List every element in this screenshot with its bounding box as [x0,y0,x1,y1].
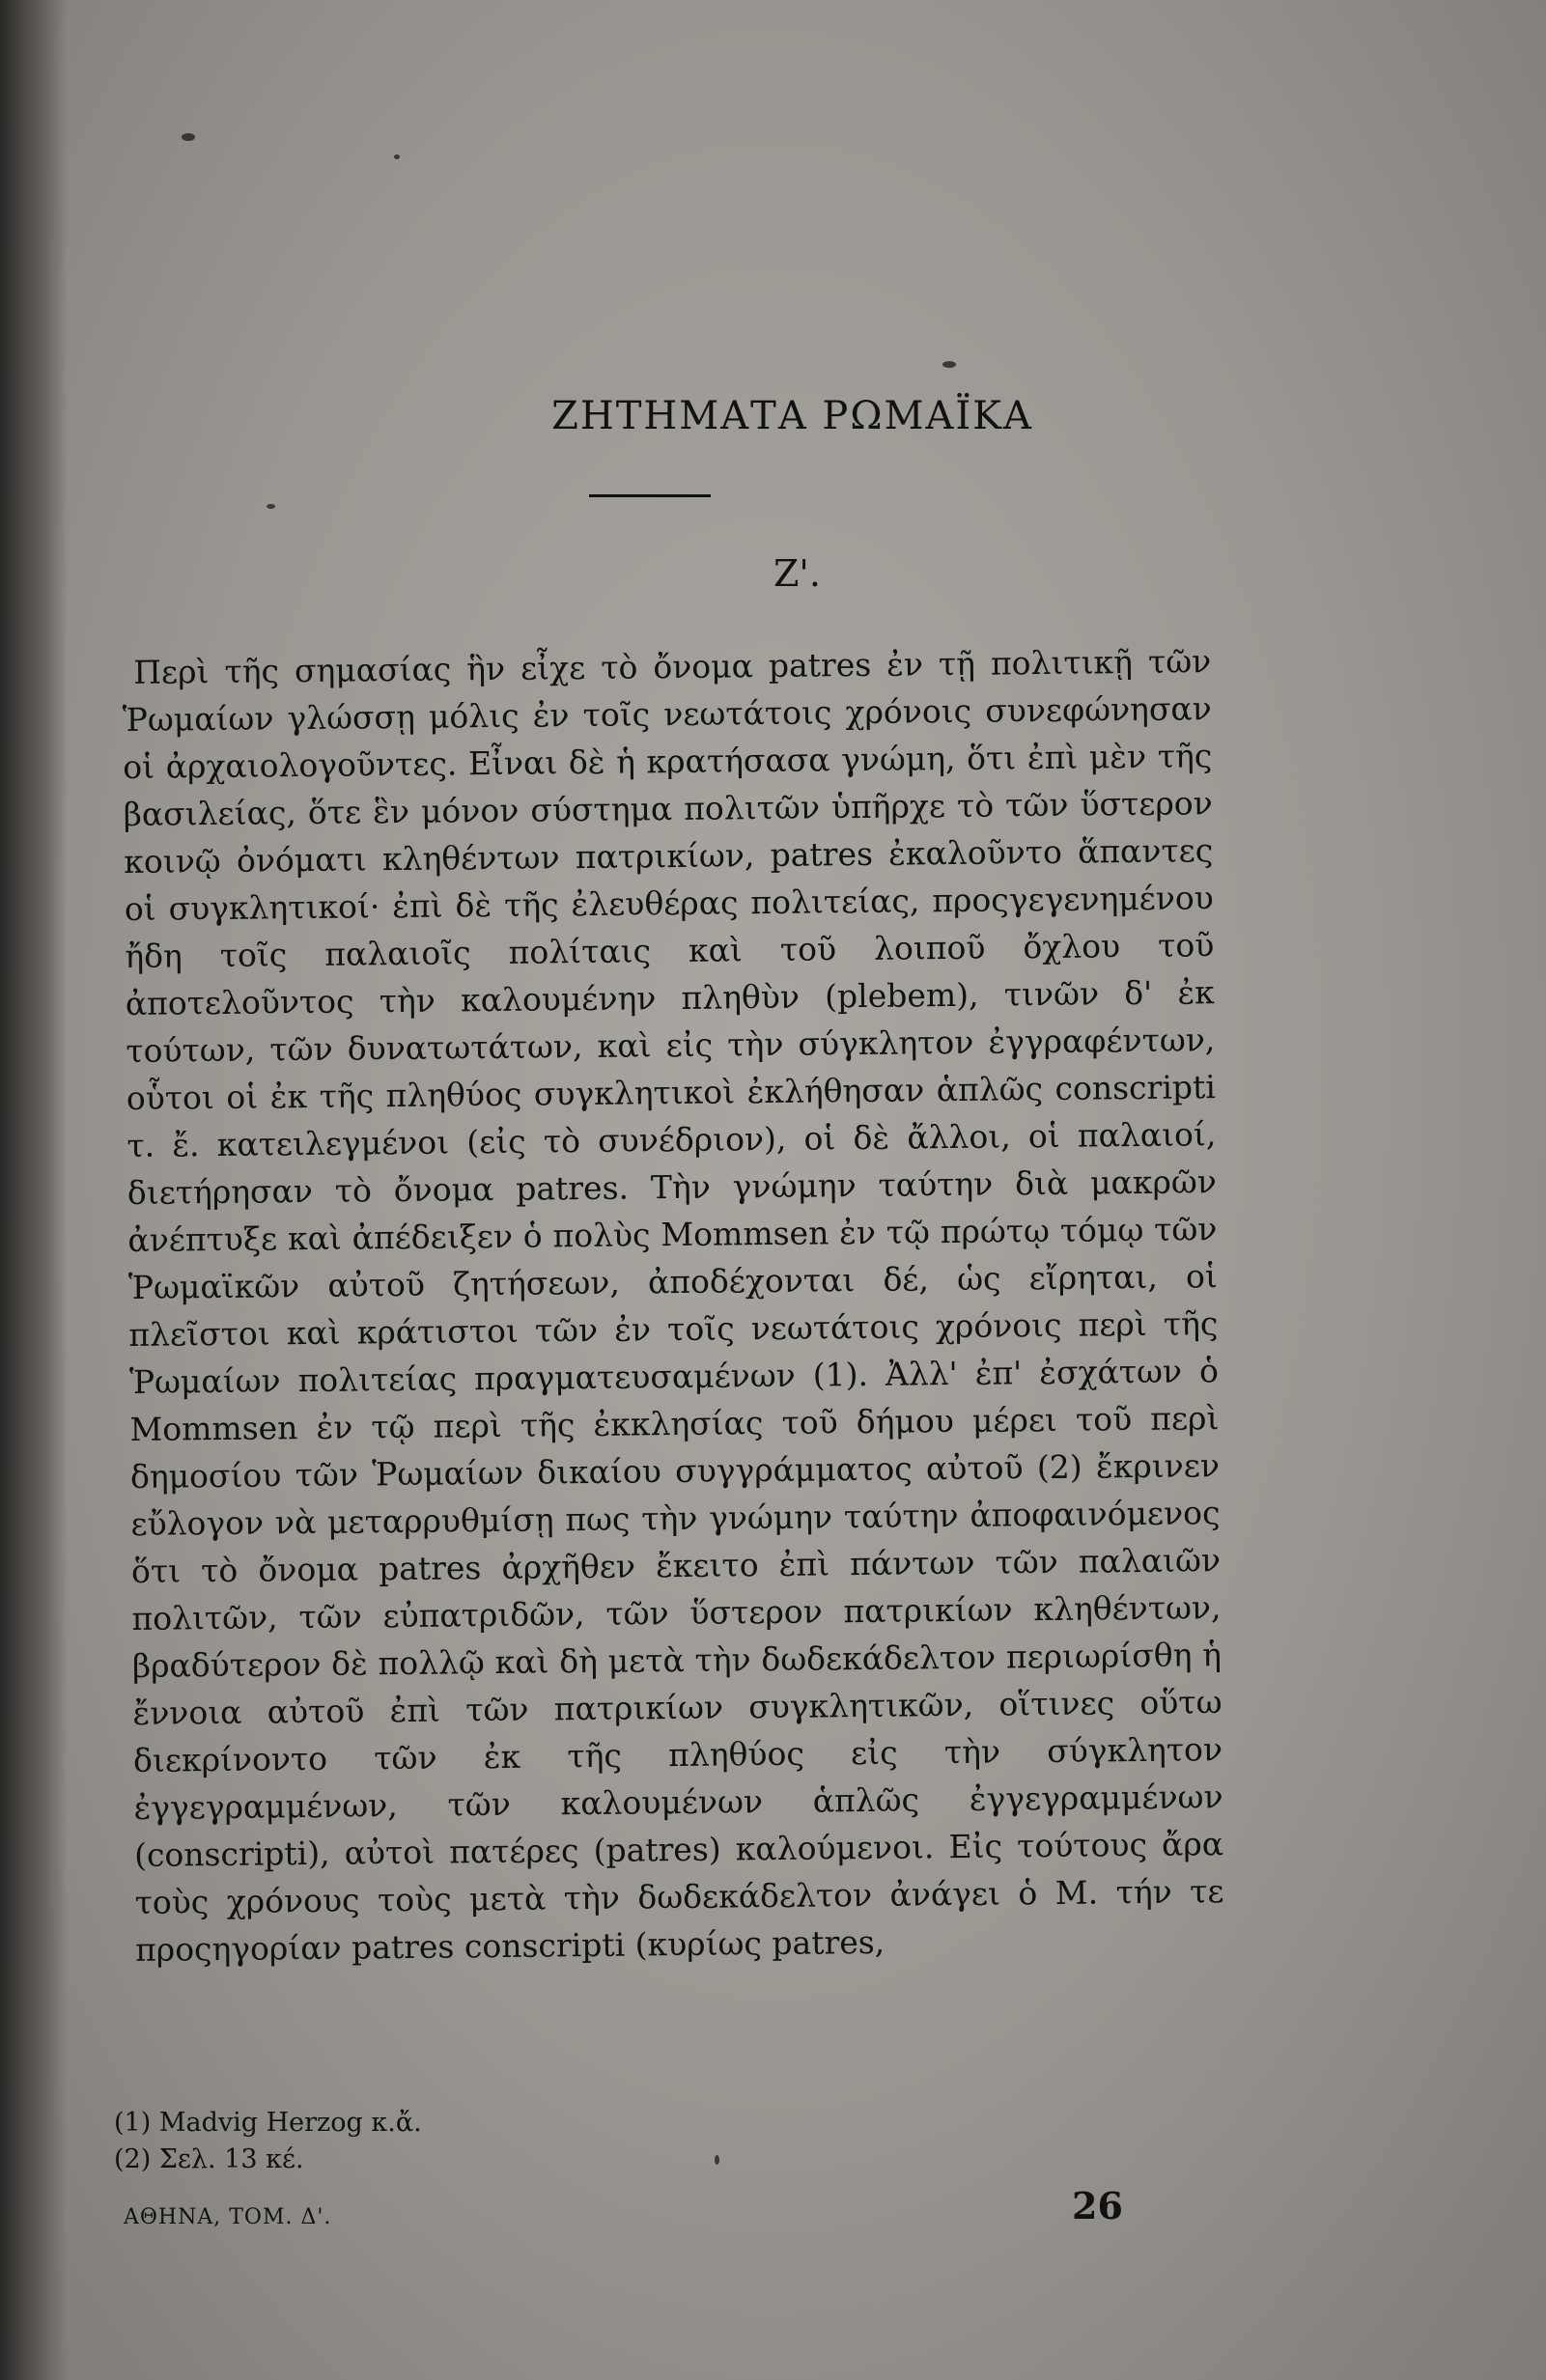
ink-speck [182,133,195,141]
title-divider [589,494,711,497]
footnote-2: (2) Σελ. 13 κέ. [114,2144,304,2174]
page-title: ΖΗΤΗΜΑΤΑ ΡΩΜΑΪΚΑ [551,394,1033,438]
ink-speck [394,154,400,159]
ink-speck [267,504,275,509]
ink-speck [942,361,956,368]
page-edge-shadow [0,0,68,2380]
page-number: 26 [1072,2184,1123,2227]
body-text [122,637,1226,2155]
footnote-1: (1) Madvig Herzog κ.ἄ. [114,2108,422,2138]
ink-speck [715,2155,719,2165]
footnotes [114,2105,422,2178]
section-number: Ζ'. [773,552,821,595]
journal-signature: ΑΘΗΝΑ, ΤΟΜ. Δ'. [124,2205,332,2229]
body-paragraph: Περὶ τῆς σημασίας ἣν εἶχε τὸ ὄνομα patres ἐν τῇ πολιτικῇ τῶν Ῥωμαίων γλώσσῃ μόλις ἐν τοῖς νεωτάτοις χρόνοις συνεφώνησαν οἱ ἀρχαιολογοῦντες. Εἶναι δὲ ἡ κρατήσασα γνώμη, ὅτι ἐπὶ μὲν τῆς βασιλείας, ὅτε ἓν μόνον σύστημα πολιτῶν ὑπῆρχε τὸ τῶν ὕστερον κοινῷ ὀνόματι κληθέντων πατρικίων, patres ἐκαλοῦντο ἅπαντες οἱ συγκλητικοί· ἐπὶ δὲ τῆς ἐλευθέρας πολιτείας, προςγεγενημένου ἤδη τοῖς παλαιοῖς πολίταις καὶ τοῦ λοιποῦ ὄχλου τοῦ ἀποτελοῦντος τὴν καλουμένην πληθὺν (plebem), τινῶν δ' ἐκ τούτων, τῶν δυνατωτάτων, καὶ εἰς τὴν σύγκλητον ἐγγραφέντων, οὗτοι οἱ ἐκ τῆς πληθύος συγκλητικοὶ ἐκλήθησαν ἁπλῶς conscripti τ. ἔ. κατειλεγμένοι (εἰς τὸ συνέδριον), οἱ δὲ ἄλλοι, οἱ παλαιοί, διετήρησαν τὸ ὄνομα patres. Τὴν γνώμην ταύτην διὰ μακρῶν ἀνέπτυξε καὶ ἀπέδειξεν ὁ πολὺς Mommsen ἐν τῷ πρώτῳ τόμῳ τῶν Ῥωμαϊκῶν αὐτοῦ ζητήσεων, ἀποδέχονται δέ, ὡς εἴρηται, οἱ πλεῖστοι καὶ κράτιστοι τῶν ἐν τοῖς νεωτάτοις χρόνοις περὶ τῆς Ῥωμαίων πολιτείας πραγματευσαμένων (1). Ἀλλ' ἐπ' ἐσχάτων ὁ Mommsen ἐν τῷ περὶ τῆς ἐκκλησίας τοῦ δήμου μέρει τοῦ περὶ δημοσίου τῶν Ῥωμαίων δικαίου συγγράμματος αὐτοῦ (2) ἔκρινεν εὔλογον νὰ μεταρρυθμίσῃ πως τὴν γνώμην ταύτην ἀποφαινόμενος ὅτι τὸ ὄνομα patres ἀρχῆθεν ἔκειτο ἐπὶ πάντων τῶν παλαιῶν πολιτῶν, τῶν εὐπατριδῶν, τῶν ὕστερον πατρικίων κληθέντων, βραδύτερον δὲ πολλῷ καὶ δὴ μετὰ τὴν δωδεκάδελτον περιωρίσθη ἡ ἔννοια αὐτοῦ ἐπὶ τῶν πατρικίων συγκλητικῶν, οἵτινες οὕτω διεκρίνοντο τῶν ἐκ τῆς πληθύος εἰς τὴν σύγκλητον ἐγγεγραμμένων, τῶν καλουμένων ἁπλῶς ἐγγεγραμμένων (conscripti), αὐτοὶ πατέρες (patres) καλούμενοι. Εἰς τούτους ἄρα τοὺς χρόνους τοὺς μετὰ τὴν δωδεκάδελτον ἀνάγει ὁ Μ. τήν τε προςηγορίαν patres conscripti (κυρίως patres, [122,642,1224,1969]
